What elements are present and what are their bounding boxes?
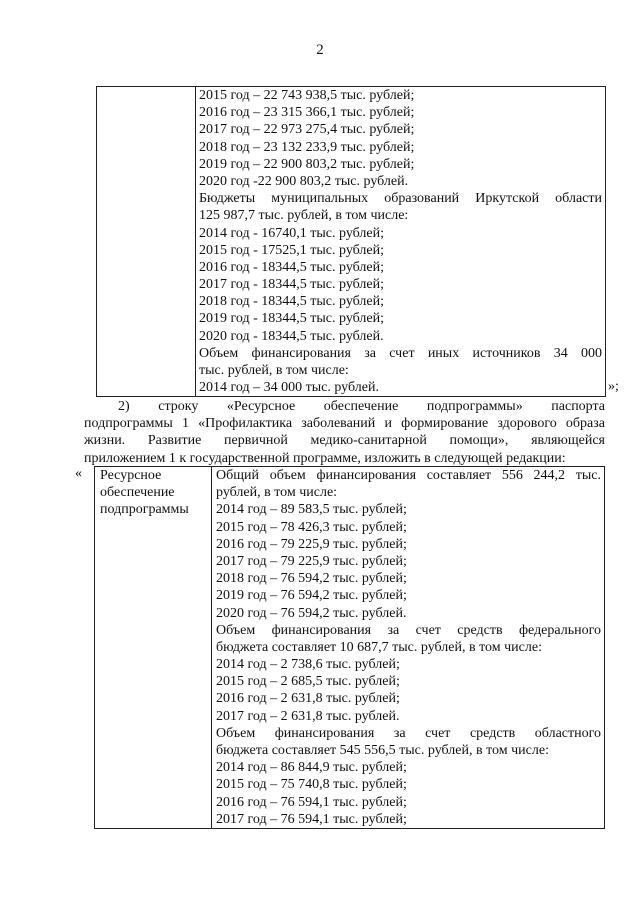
paragraph-line: жизни. Развитие первичной медико-санитарной помощи», являющейся xyxy=(84,433,605,449)
funding-table-continued xyxy=(96,86,606,397)
funding-line: 2020 год -22 900 803,2 тыс. рублей. xyxy=(199,173,409,189)
funding-line: 2015 год – 22 743 938,5 тыс. рублей; xyxy=(199,88,415,103)
funding-line: рублей, в том числе: xyxy=(216,485,338,501)
funding-line: 2019 год - 18344,5 тыс. рублей; xyxy=(199,311,385,327)
funding-line: 2017 год – 2 631,8 тыс. рублей. xyxy=(216,708,400,724)
funding-line: 2017 год – 22 973 275,4 тыс. рублей; xyxy=(199,122,415,138)
resource-value-cell xyxy=(212,467,605,829)
funding-line: 2017 год - 18344,5 тыс. рублей; xyxy=(199,277,385,293)
funding-line: 2014 год – 86 844,9 тыс. рублей; xyxy=(216,760,407,776)
funding-line: 2016 год – 2 631,8 тыс. рублей; xyxy=(216,691,400,707)
funding-line: 2019 год – 76 594,2 тыс. рублей; xyxy=(216,588,407,604)
label-line: обеспечение xyxy=(100,485,175,501)
funding-line: 2017 год – 76 594,1 тыс. рублей; xyxy=(216,811,407,827)
page-number: 2 xyxy=(316,42,324,58)
label-cell-empty xyxy=(97,87,196,397)
label-line: Ресурсное xyxy=(100,468,162,483)
funding-line: 2014 год - 16740,1 тыс. рублей; xyxy=(199,225,385,241)
funding-line: 125 987,7 тыс. рублей, в том числе: xyxy=(199,208,409,224)
funding-line: 2015 год – 75 740,8 тыс. рублей; xyxy=(216,777,407,793)
funding-cell xyxy=(196,87,606,397)
funding-line: бюджета составляет 10 687,7 тыс. рублей, в том числе: xyxy=(216,639,542,655)
funding-line: 2016 год - 18344,5 тыс. рублей; xyxy=(199,259,385,275)
funding-line: Объем финансирования за счет иных источников 34 000 xyxy=(199,345,602,361)
closing-quote: »; xyxy=(608,379,619,394)
funding-line: Бюджеты муниципальных образований Иркутской области xyxy=(199,191,602,207)
funding-line: 2014 год – 2 738,6 тыс. рублей; xyxy=(216,657,400,673)
funding-line: 2019 год – 22 900 803,2 тыс. рублей; xyxy=(199,156,415,172)
paragraph-line: приложением 1 к государственной программе, изложить в следующей редакции: xyxy=(84,450,566,466)
funding-line: 2015 год – 78 426,3 тыс. рублей; xyxy=(216,519,407,535)
funding-line: тыс. рублей, в том числе: xyxy=(199,363,349,378)
funding-line: 2020 год – 76 594,2 тыс. рублей. xyxy=(216,605,407,621)
opening-quote: « xyxy=(75,466,82,481)
funding-line: 2016 год – 76 594,1 тыс. рублей; xyxy=(216,794,407,810)
funding-line: 2020 год - 18344,5 тыс. рублей. xyxy=(199,328,384,344)
funding-line: 2015 год – 2 685,5 тыс. рублей; xyxy=(216,674,400,690)
funding-line: 2018 год – 76 594,2 тыс. рублей; xyxy=(216,571,407,587)
amendment-paragraph xyxy=(84,398,605,467)
label-line: подпрограммы xyxy=(100,502,189,518)
funding-line: Объем финансирования за счет средств федерального xyxy=(216,622,601,638)
funding-line: 2016 год – 23 315 366,1 тыс. рублей; xyxy=(199,105,415,121)
funding-line: 2015 год - 17525,1 тыс. рублей; xyxy=(199,242,385,258)
funding-line: Объем финансирования за счет средств областного xyxy=(216,725,601,741)
funding-line: 2016 год – 79 225,9 тыс. рублей; xyxy=(216,536,407,552)
funding-line: 2014 год – 89 583,5 тыс. рублей; xyxy=(216,502,407,518)
funding-line: Общий объем финансирования составляет 556 244,2 тыс. xyxy=(216,468,601,483)
funding-line: 2018 год - 18344,5 тыс. рублей; xyxy=(199,294,385,310)
paragraph-line: подпрограммы 1 «Профилактика заболеваний и формирование здорового образа xyxy=(84,416,605,432)
funding-line: 2018 год – 23 132 233,9 тыс. рублей; xyxy=(199,139,415,155)
resource-provision-table xyxy=(94,466,605,829)
funding-line: 2017 год – 79 225,9 тыс. рублей; xyxy=(216,553,407,569)
funding-line: бюджета составляет 545 556,5 тыс. рублей, в том числе: xyxy=(216,743,549,758)
funding-line: 2014 год – 34 000 тыс. рублей. xyxy=(199,380,379,396)
resource-label-cell xyxy=(95,467,212,829)
paragraph-line: 2) строку «Ресурсное обеспечение подпрограммы» паспорта xyxy=(118,399,605,414)
